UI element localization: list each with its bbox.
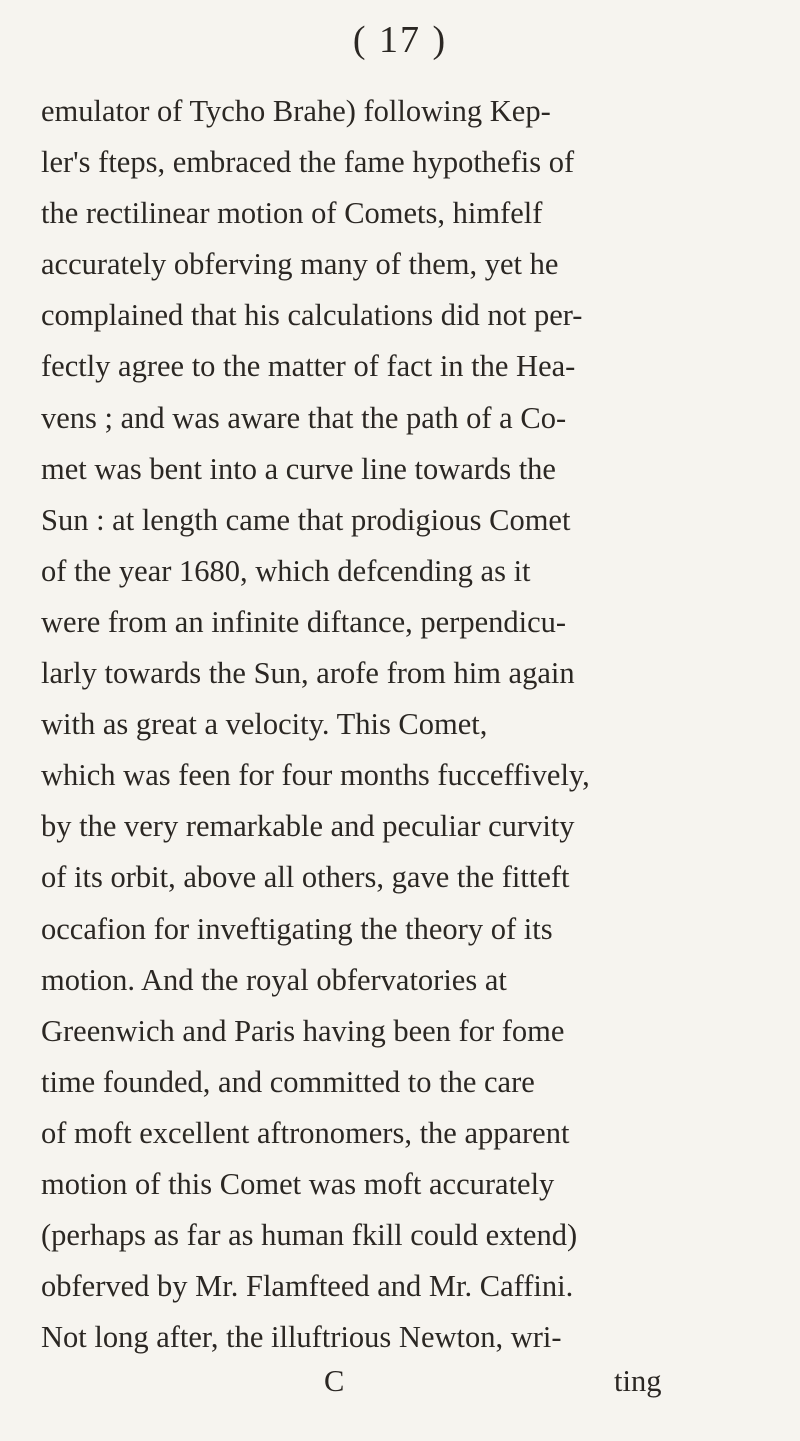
text-line: Greenwich and Paris having been for fome (41, 1013, 565, 1048)
text-line: larly towards the Sun, arofe from him again (41, 656, 575, 691)
text-line: by the very remarkable and peculiar curvity (41, 809, 575, 844)
text-line: emulator of Tycho Brahe) following Kep- (41, 94, 551, 128)
page-footer (0, 1355, 800, 1407)
text-line: motion. And the royal obfervatories at (41, 962, 507, 997)
text-line: of moft excellent aftronomers, the apparent (41, 1115, 570, 1150)
body-text (41, 86, 761, 1363)
text-line: which was feen for four months fucceffively, (41, 758, 590, 793)
text-line: (perhaps as far as human fkill could extend) (41, 1218, 578, 1253)
text-line: accurately obferving many of them, yet he (41, 247, 559, 282)
text-line: the rectilinear motion of Comets, himfelf (41, 196, 543, 231)
text-line: fectly agree to the matter of fact in the Hea- (41, 349, 576, 384)
text-line: met was bent into a curve line towards the (41, 451, 556, 486)
text-line: with as great a velocity. This Comet, (41, 707, 488, 742)
text-line: were from an infinite diftance, perpendicu- (41, 604, 567, 639)
text-line: occafion for inveftigating the theory of its (41, 911, 553, 946)
text-line: vens ; and was aware that the path of a Co- (41, 400, 567, 435)
text-line: Not long after, the illuftrious Newton, wri- (41, 1320, 562, 1355)
text-line: motion of this Comet was moft accurately (41, 1166, 555, 1201)
catchword: ting (614, 1364, 662, 1398)
text-line: time founded, and committed to the care (41, 1064, 535, 1099)
text-line: of its orbit, above all others, gave the fitteft (41, 860, 570, 895)
signature-mark: C (324, 1364, 345, 1398)
text-line: complained that his calculations did not per- (41, 298, 583, 333)
text-line: of the year 1680, which defcending as it (41, 553, 531, 588)
text-line: ler's fteps, embraced the fame hypothefis of (41, 145, 575, 180)
text-line: obferved by Mr. Flamfteed and Mr. Caffini. (41, 1269, 574, 1304)
page-number: ( 17 ) (352, 19, 448, 61)
text-line: Sun : at length came that prodigious Comet (41, 502, 571, 537)
